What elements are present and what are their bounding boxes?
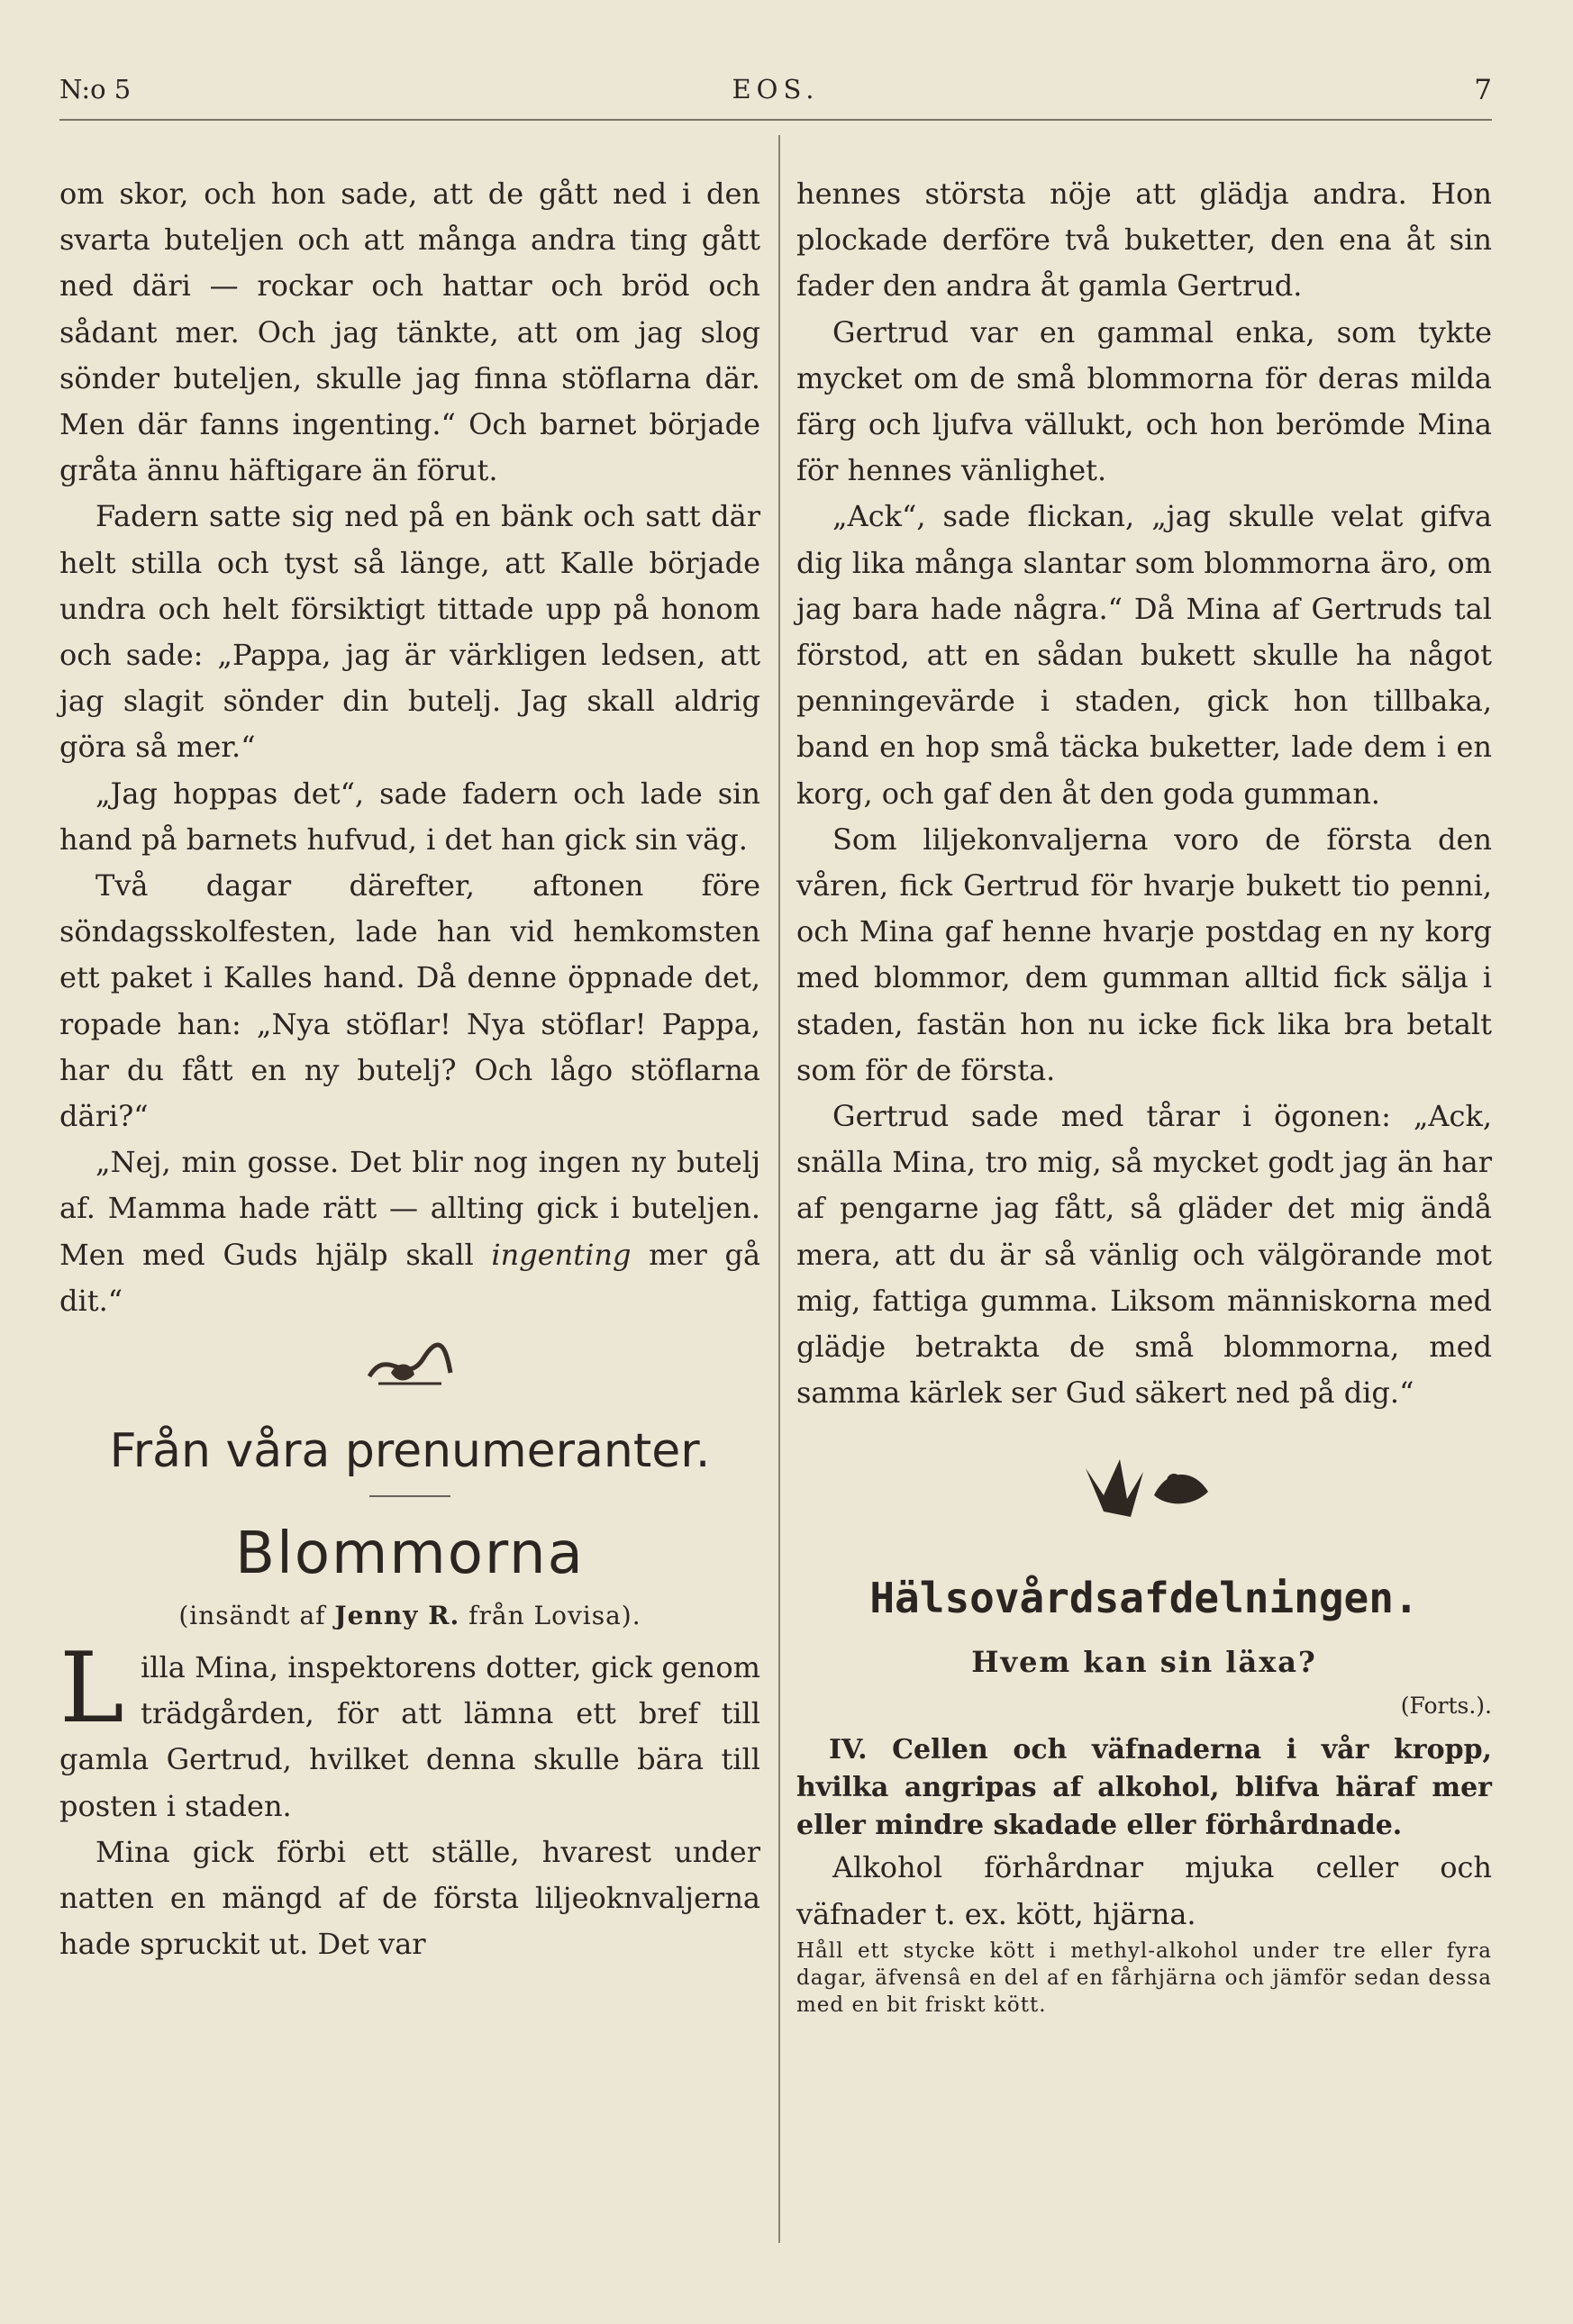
column-divider <box>778 135 780 2243</box>
author-name: Jenny R. <box>334 1601 460 1631</box>
paragraph: om skor, och hon sade, att de gått ned i den svarta buteljen och att många andra ting gått ned däri — rockar och hattar och bröd och sådant mer. Och jag tänkte, att om jag slog sönder buteljen, skulle jag finna stöflarna där. Men där fanns ingenting.“ Och barnet började gråta ännu häftigare än förut. <box>59 177 760 488</box>
section-heading: Från våra prenumeranter. <box>109 1424 711 1479</box>
page-number: 7 <box>1474 74 1492 106</box>
paragraph: hennes största nöje att glädja andra. Hon plockade derföre två buketter, den ena åt sin fader den andra åt gamla Gertrud. <box>796 177 1492 304</box>
small-print-paragraph: Håll ett stycke kött i methyl-alkohol under tre eller fyra dagar, äfvensâ en del af en fårhjärna och jämför sedan dessa med en bit friskt kött. <box>796 1938 1492 2017</box>
right-column <box>796 171 1492 2019</box>
paragraph: Mina gick förbi ett ställe, hvarest under natten en mängd af de första liljeoknvaljerna hade spruckit ut. Det var <box>59 1834 760 1962</box>
short-rule <box>369 1495 450 1497</box>
drop-cap: L <box>59 1632 124 1746</box>
header-rule <box>59 119 1492 121</box>
paragraph: „Nej, min gosse. Det blir nog ingen ny butelj af. Mamma hade rätt — allting gick i buteljen. Men med Guds hjälp skall ingenting mer gå dit.“ <box>59 1145 761 1318</box>
byline: (insändt af Jenny R. från Lovisa). <box>178 1601 641 1631</box>
paragraph: Som liljekonvaljerna voro de första den våren, fick Gertrud för hvarje bukett tio penni, och Mina gaf henne hvarje postdag en ny korg med blommor, dem gumman alltid fick sälja i staden, fastän hon nu icke fick lika bra betalt som för de första. <box>796 822 1492 1087</box>
paragraph: Gertrud sade med tårar i ögonen: „Ack, snälla Mina, tro mig, så mycket godt jag än har af pengarne jag fått, så gläder det mig ändå mera, att du är så vänlig och välgörande mot mig, fattiga gumma. Liksom människorna med glädje betrakta de små blommorna, med samma kärlek ser Gud säkert ned på dig.“ <box>796 1099 1492 1411</box>
section-heading: Hälsovårdsafdelningen. <box>869 1574 1419 1623</box>
page-header <box>59 74 1492 119</box>
left-column <box>59 171 760 1968</box>
paragraph: Lilla Mina, inspektorens dotter, gick genom trädgården, för att lämna ett bref till gamla Gertrud, hvilket denna skulle bära till posten i staden. <box>59 1632 760 1823</box>
article-title: Blommorna <box>235 1521 585 1588</box>
emphasis: ingenting <box>491 1237 632 1272</box>
swallows-ornament-icon <box>796 1441 1492 1540</box>
paragraph: Alkohol förhårdnar mjuka celler och väfnader t. ex. kött, hjärna. <box>796 1850 1492 1931</box>
masthead-title: EOS. <box>732 74 820 104</box>
paragraph: Fadern satte sig ned på en bänk och satt där helt stilla och tyst så länge, att Kalle började undra och helt försiktigt tittade upp på honom och sade: „Pappa, jag är värkligen ledsen, att jag slagit sönder din butelj. Jag skall aldrig göra så mer.“ <box>59 499 760 765</box>
issue-number: N:o 5 <box>59 74 132 104</box>
paragraph: „Ack“, sade flickan, „jag skulle velat gifva dig lika många slantar som blommorna äro, om jag bara hade några.“ Då Mina af Gertruds tal förstod, att en sådan bukett skulle ha något penningevärde i staden, gick hon tillbaka, band en hop små täcka buketter, lade dem i en korg, och gaf den åt den goda gumman. <box>796 499 1492 811</box>
paragraph: Gertrud var en gammal enka, som tykte mycket om de små blommorna för deras milda färg och ljufva vällukt, och hon berömde Mina för hennes vänlighet. <box>796 314 1492 488</box>
flourish-ornament-icon <box>59 1337 760 1400</box>
subheading: Hvem kan sin läxa? <box>971 1645 1317 1680</box>
paragraph: IV. Cellen och väfnaderna i vår kropp, hvilka angripas af alkohol, blifva häraf mer eller mindre skadade eller förhårdnade. <box>796 1734 1492 1842</box>
paragraph: Två dagar därefter, aftonen före söndagsskolfesten, lade han vid hemkomsten ett paket i Kalles hand. Då denne öppnade det, ropade han: „Nya stöflar! Nya stöflar! Pappa, har du fått en ny butelj? Och lågo stöflarna däri?“ <box>59 868 760 1134</box>
continued-note: (Forts.). <box>1400 1693 1492 1720</box>
paragraph: „Jag hoppas det“, sade fadern och lade sin hand på barnets hufvud, i det han gick sin väg. <box>59 776 760 857</box>
